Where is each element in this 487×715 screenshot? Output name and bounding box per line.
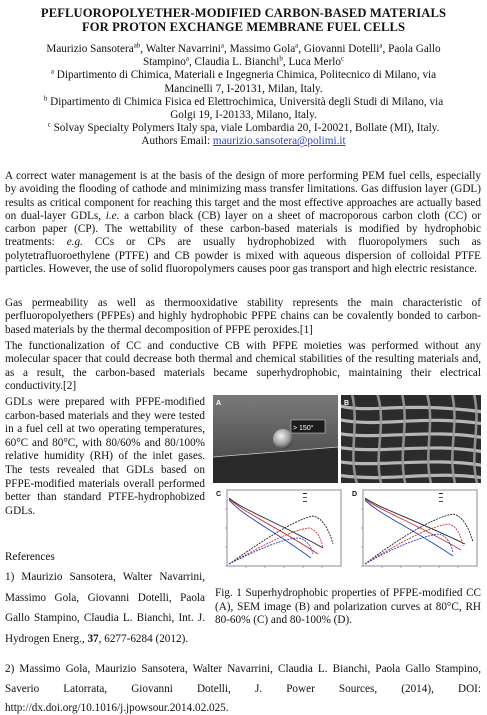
panel-a-label: A <box>216 400 222 407</box>
email-line <box>6 135 481 148</box>
title-line-1: PEFLUOROPOLYETHER-MODIFIED CARBON-BASED MATERIALS <box>40 6 447 20</box>
paragraph-1 <box>5 170 481 276</box>
affiliation-a <box>6 69 481 82</box>
paragraph-text: CCs or CPs are usually hydrophobized with fluoropolymers such as polytetrafluoroethylene (PTFE) and CB powder is mixed with aqueous dispersion of colloidal PTFE particles. However, the use of solid fluoropolymers causes poor gas transport and high electric resistance. <box>5 236 481 276</box>
affiliation-mark: a <box>379 41 383 50</box>
polarization-chart-c <box>213 486 345 581</box>
affiliation-text: Solvay Specialty Polymers Italy spa, viale Lombardia 20, I-20021, Bollate (MI), Italy. <box>50 122 440 135</box>
paragraph-4: GDLs were prepared with PFPE-modified carbon-based materials and they were tested in a fuel cell at two operating temperatures, 60°C and 80°C, with 80/60% and 80/100% relative humidity (RH) of the inlet gases. The tests revealed that GDLs based on PFPE-modified materials overall performed better than standard PTFE-hydrophobized GDLs. <box>5 396 205 517</box>
affiliation-mark: a <box>50 67 54 76</box>
references-heading: References <box>5 551 55 563</box>
affiliation-a-line-2: Mancinelli 7, I-20131, Milan, Italy. <box>164 82 323 95</box>
figure-1 <box>213 395 481 581</box>
author-name: , Paola Gallo <box>382 43 441 55</box>
author-line-2 <box>6 56 481 69</box>
affiliation-mark: a <box>220 41 224 50</box>
author-name: , Luca Merlo <box>282 56 341 69</box>
panel-c-label: C <box>216 491 222 498</box>
affiliation-text: Dipartimento di Chimica, Materiali e Ingegneria Chimica, Politecnico di Milano, via <box>53 69 437 82</box>
italic-text: i.e. <box>105 209 120 222</box>
reference-text: , 6277-6284 (2012). <box>98 632 189 645</box>
authors-block <box>6 43 481 149</box>
affiliation-mark: ab <box>133 41 141 50</box>
title-line-2: FOR PROTON EXCHANGE MEMBRANE FUEL CELLS <box>81 20 406 34</box>
reference-1 <box>5 567 205 649</box>
author-name: , Claudia L. Bianchi <box>188 56 280 69</box>
author-name: , Walter Navarrini <box>140 43 221 55</box>
author-name: Maurizio Sansotera <box>46 43 134 55</box>
reference-2: 2) Massimo Gola, Maurizio Sansotera, Walter Navarrini, Claudia L. Bianchi, Paola Gallo Stampino, Saverio Latorrata, Giovanni Dotelli, J. Power Sources, (2014), DOI: http://dx.doi.org/10.1016/j.jpowsour.2014.02.025. <box>5 663 481 715</box>
panel-c-polarization <box>213 486 345 581</box>
figure-caption: Fig. 1 Superhydrophobic properties of PFPE-modified CC (A), SEM image (B) and polarization curves at 80°C, RH 80-60% (C) and 80-100% (D). <box>215 587 481 626</box>
author-line-1 <box>6 43 481 56</box>
paragraph-text: a carbon black (CB) layer on a sheet of macroporous carbon cloth (CC) or carbon paper (CP). The wettability of these carbon-based materials is modified by hydrophobic treatments: <box>5 209 481 249</box>
water-droplet <box>273 429 293 449</box>
author-name: Stampino <box>142 56 186 69</box>
affiliation-b-line-2: Golgi 19, I-20133, Milano, Italy. <box>170 109 317 122</box>
author-name: , Giovanni Dotelli <box>298 43 380 55</box>
italic-text: e.g. <box>66 236 83 249</box>
panel-d-label: D <box>352 491 358 498</box>
affiliation-b <box>6 96 481 109</box>
polarization-chart-d <box>349 486 481 581</box>
affiliation-mark: b <box>279 54 283 63</box>
affiliation-text: Dipartimento di Chimica Fisica ed Elettrochimica, Università degli Studi di Milano, via <box>47 95 444 108</box>
author-name: , Massimo Gola <box>224 43 296 55</box>
contact-angle-label: > 150° <box>293 425 314 432</box>
panel-a-photo <box>213 395 338 483</box>
reference-volume: 37 <box>87 632 99 645</box>
droplet-photo <box>213 395 338 483</box>
reference-text: 1) Maurizio Sansotera, Walter Navarrini, Massimo Gola, Giovanni Dotelli, Paola Gallo Stampino, Claudia L. Bianchi, Int. J. Hydrogen Energ., <box>5 571 205 645</box>
affiliation-mark: c <box>340 54 345 63</box>
panel-b-label: B <box>344 400 350 407</box>
panel-d-polarization <box>349 486 481 581</box>
paragraph-3: The functionalization of CC and conductive CB with PFPE moieties was performed without any molecular spacer that could decrease both thermal and chemical stabilities of the resulting materials and, as a result, the carbon-based materials became superhydrophobic, maintaining their electrical conductivity.[2] <box>5 340 481 392</box>
affiliation-mark: a <box>185 54 189 63</box>
panel-b-sem <box>341 395 481 483</box>
affiliation-mark: a <box>295 41 299 50</box>
affiliation-mark: c <box>47 120 51 129</box>
email-label: Authors Email: <box>141 135 213 148</box>
sem-image <box>341 395 481 483</box>
paragraph-2: Gas permeability as well as thermooxidative stability represents the main characteristic of perfluoropolyethers (PFPEs) and highly hydrophobic PFPE chains can be covalently bonded to carbon-based materials by the thermal decomposition of PFPE peroxides.[1] <box>5 297 481 336</box>
paper-title <box>0 6 487 34</box>
email-link[interactable]: maurizio.sansotera@polimi.it <box>212 135 346 148</box>
affiliation-mark: b <box>43 94 48 103</box>
affiliation-c <box>6 122 481 135</box>
paragraph-text: A correct water management is at the basis of the design of more performing PEM fuel cells, especially by avoiding the flooding of cathode and minimizing mass transfer limitations. Gas diffusion layer (GDL) results as critical component for reaching this target and the most effective approaches are actually based on dual-layer GDLs, <box>5 170 481 222</box>
